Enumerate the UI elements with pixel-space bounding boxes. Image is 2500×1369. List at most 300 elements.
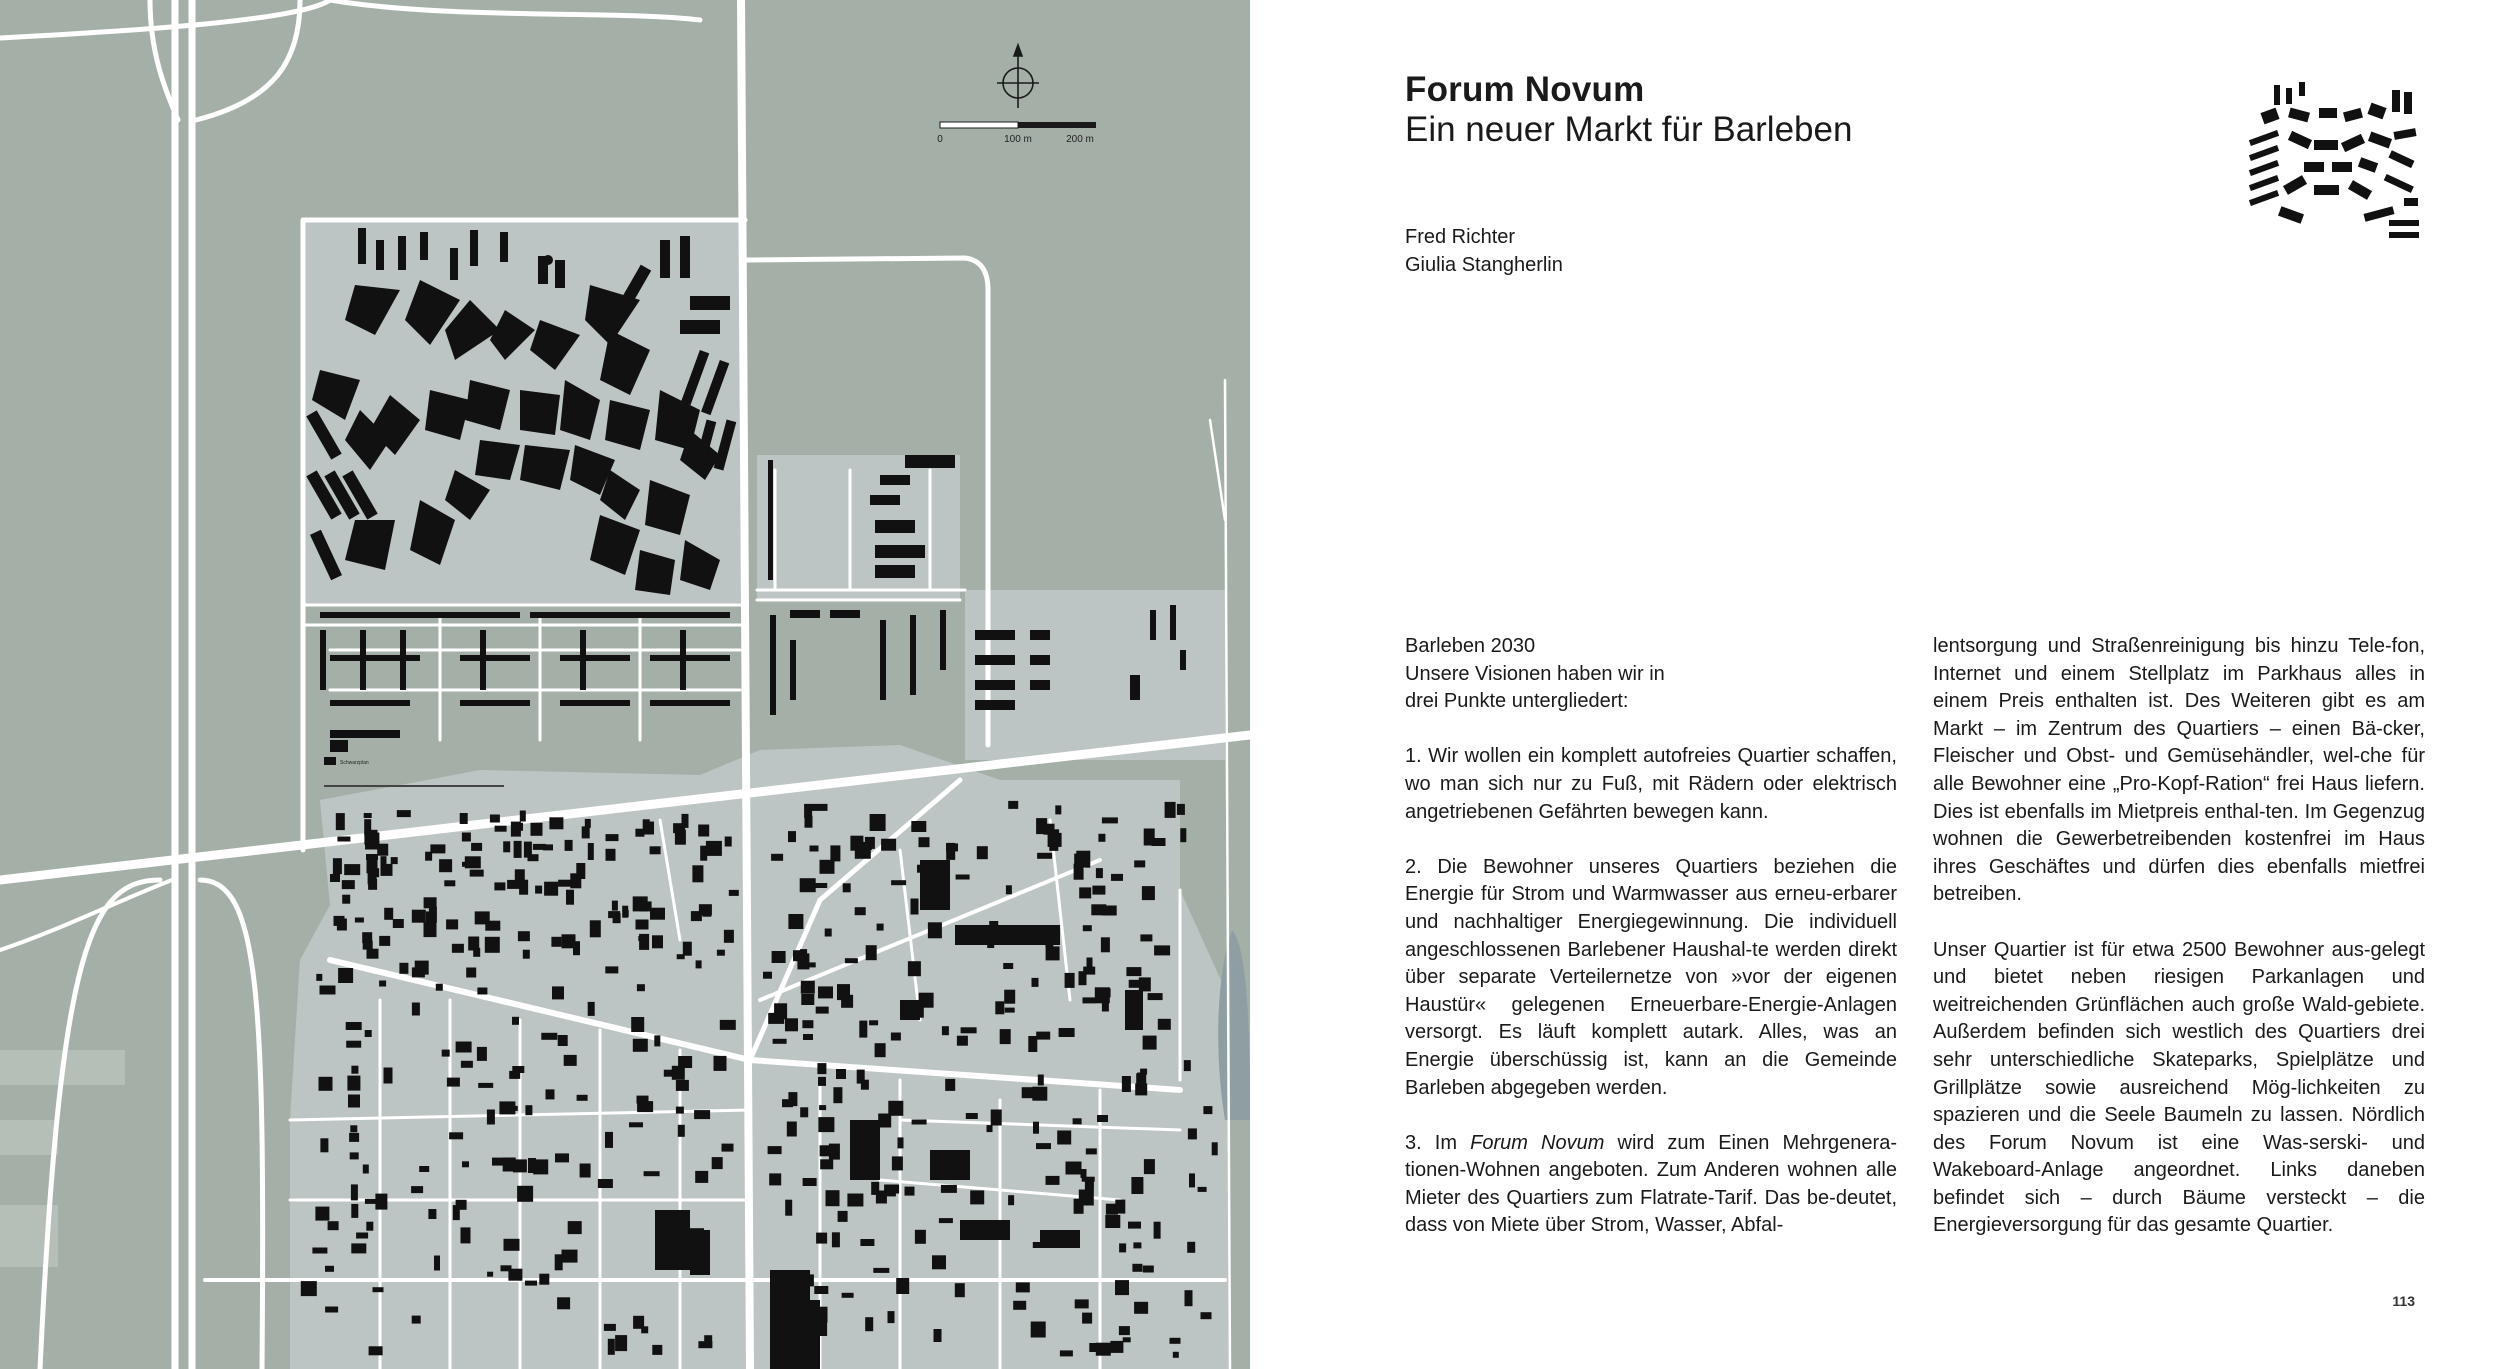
building <box>605 966 618 973</box>
building <box>678 1125 685 1137</box>
building <box>1060 1350 1073 1356</box>
building <box>871 1182 879 1195</box>
building <box>816 1233 827 1244</box>
building <box>898 1137 904 1148</box>
building <box>1016 1282 1030 1292</box>
building <box>477 1047 487 1061</box>
building <box>330 874 340 882</box>
building <box>629 1122 643 1127</box>
building <box>1184 1060 1191 1071</box>
building <box>788 914 803 929</box>
building <box>477 988 487 995</box>
building <box>490 815 500 823</box>
building <box>1134 860 1145 867</box>
building <box>325 1307 338 1313</box>
building <box>1129 980 1140 988</box>
building <box>939 1218 953 1223</box>
building <box>644 1171 660 1176</box>
building <box>344 864 360 875</box>
building <box>539 1274 549 1285</box>
building <box>818 986 833 998</box>
building <box>859 1021 867 1038</box>
building <box>683 942 692 956</box>
building <box>1097 1115 1108 1122</box>
building <box>810 846 819 852</box>
row-house-buildings <box>320 612 730 752</box>
building <box>347 1076 360 1091</box>
building <box>379 936 390 946</box>
building <box>816 1007 829 1014</box>
building <box>499 1101 515 1114</box>
building <box>369 1346 383 1355</box>
building <box>333 858 342 874</box>
building <box>520 811 526 822</box>
building <box>568 1221 582 1234</box>
building <box>820 1159 833 1169</box>
building <box>320 986 336 995</box>
building <box>714 1056 727 1071</box>
building <box>847 1194 863 1207</box>
building <box>1031 1322 1046 1338</box>
building <box>588 1002 595 1016</box>
building <box>941 1185 957 1193</box>
intro-line: Barleben 2030 <box>1405 635 1536 657</box>
building <box>673 823 685 833</box>
building <box>698 825 709 837</box>
building <box>301 1281 317 1296</box>
building <box>461 1227 471 1243</box>
building <box>1092 886 1105 895</box>
building <box>1083 967 1095 975</box>
scale-label-100: 100 m <box>1004 134 1032 145</box>
building <box>691 911 702 921</box>
building <box>1006 885 1012 894</box>
building <box>1083 997 1096 1003</box>
building <box>365 840 379 850</box>
building <box>1073 1118 1082 1124</box>
building <box>1008 1195 1014 1205</box>
intro-paragraph <box>1405 633 1897 716</box>
building <box>850 836 863 851</box>
building <box>608 911 620 918</box>
building <box>485 937 500 953</box>
building <box>1028 1036 1037 1052</box>
point-3-paragraph <box>1405 1130 1897 1240</box>
building <box>606 849 616 861</box>
building <box>495 826 507 832</box>
building <box>814 1286 828 1294</box>
building <box>415 961 429 975</box>
building <box>843 883 851 892</box>
ramp <box>0 880 172 950</box>
building <box>1212 1142 1218 1155</box>
building <box>508 1269 522 1281</box>
building <box>525 1105 532 1115</box>
building <box>855 907 866 915</box>
building <box>444 880 455 886</box>
building <box>891 1033 901 1041</box>
building <box>351 1204 358 1218</box>
building <box>346 1022 362 1030</box>
building <box>1055 805 1061 814</box>
building <box>768 1013 784 1024</box>
building <box>531 823 543 836</box>
building <box>912 1120 927 1125</box>
building <box>650 908 665 920</box>
building <box>769 1173 781 1185</box>
building <box>466 968 476 978</box>
building <box>337 837 350 842</box>
building <box>785 1018 798 1031</box>
building <box>1143 1036 1157 1050</box>
building <box>393 919 404 928</box>
building <box>961 1027 977 1033</box>
building <box>785 1200 792 1216</box>
building <box>1170 1338 1181 1344</box>
building <box>970 1190 984 1204</box>
building <box>535 886 542 894</box>
building <box>800 1107 808 1117</box>
building <box>722 1144 734 1152</box>
building <box>638 936 645 941</box>
building <box>773 1039 787 1044</box>
building <box>622 906 628 918</box>
building <box>702 907 711 917</box>
building <box>664 1070 673 1077</box>
building <box>465 856 481 868</box>
building <box>1119 1243 1126 1252</box>
building <box>1037 853 1052 859</box>
building <box>869 1020 878 1025</box>
building <box>833 1087 842 1103</box>
building <box>348 1095 360 1108</box>
building <box>696 960 702 968</box>
building <box>487 1110 495 1125</box>
building <box>1096 1343 1111 1356</box>
building <box>956 875 970 880</box>
building <box>558 1035 568 1046</box>
building <box>452 944 464 953</box>
building <box>566 890 574 905</box>
building <box>1101 937 1110 952</box>
building <box>724 930 734 943</box>
building <box>830 845 840 861</box>
building <box>429 907 437 923</box>
building <box>1110 1341 1123 1353</box>
building <box>320 1138 328 1152</box>
building <box>698 1341 712 1348</box>
building <box>818 1117 834 1132</box>
building <box>818 1077 826 1086</box>
building <box>801 981 815 994</box>
building <box>541 1033 557 1040</box>
building <box>995 1001 1004 1014</box>
building <box>987 1125 993 1132</box>
building <box>1032 978 1039 987</box>
building <box>1154 945 1170 955</box>
building <box>1177 804 1185 815</box>
building <box>533 1159 548 1174</box>
building <box>725 837 732 847</box>
building <box>1198 1187 1207 1192</box>
building <box>881 839 896 851</box>
building <box>473 948 480 957</box>
building <box>1032 1087 1047 1101</box>
building <box>366 1222 373 1231</box>
building <box>1136 1073 1146 1086</box>
building <box>905 1187 915 1196</box>
building <box>565 840 573 851</box>
building <box>1079 887 1091 898</box>
building <box>439 859 452 872</box>
building <box>434 1256 440 1271</box>
building <box>1119 1326 1130 1335</box>
building <box>446 919 458 929</box>
scale-label-200: 200 m <box>1066 134 1094 145</box>
building <box>580 1164 591 1178</box>
building <box>1165 802 1176 818</box>
building <box>1057 1131 1071 1145</box>
building <box>1189 1173 1195 1187</box>
scale-bar-dark <box>1018 122 1096 128</box>
building <box>511 822 521 837</box>
building <box>350 1152 359 1159</box>
building <box>676 1107 684 1114</box>
building <box>356 1233 368 1239</box>
building <box>447 1078 460 1087</box>
building <box>842 1293 854 1298</box>
building <box>363 1165 369 1174</box>
building <box>375 1194 387 1210</box>
building <box>652 1345 662 1355</box>
point-3-text: wird zum Einen Mehrgenera-tionen-Wohnen angeboten. Zum Anderen wohnen alle Mieter des Quartiers zum Flatrate-Tarif. Das be-deutet, dass von Miete über Strom, Wasser, Abfal- <box>1405 1131 1897 1237</box>
building <box>1036 818 1047 834</box>
village-area <box>290 745 1230 1369</box>
building <box>865 1317 873 1331</box>
building <box>512 1017 519 1025</box>
building <box>544 882 558 896</box>
building <box>1038 1075 1044 1086</box>
building <box>1066 1162 1082 1175</box>
page-number: 113 <box>2392 1293 2415 1309</box>
building <box>456 1042 472 1053</box>
building <box>677 954 685 959</box>
building <box>449 1132 463 1139</box>
water-body <box>1218 930 1250 1120</box>
building <box>412 1316 421 1324</box>
building <box>366 830 378 840</box>
building <box>564 1055 577 1066</box>
building <box>875 1043 886 1057</box>
article-title: Forum Novum <box>1405 70 1645 109</box>
building <box>633 1039 648 1052</box>
building <box>436 984 443 991</box>
building <box>355 918 364 923</box>
building <box>397 810 411 817</box>
building <box>379 981 386 987</box>
author-list <box>1405 223 1563 279</box>
building <box>932 1255 946 1269</box>
scale-label-0: 0 <box>937 134 943 145</box>
building <box>588 843 594 860</box>
building <box>1036 1032 1050 1040</box>
building <box>1188 1128 1197 1139</box>
building <box>381 864 393 876</box>
building <box>826 1190 840 1206</box>
building <box>694 1110 710 1119</box>
building <box>787 1122 797 1137</box>
building <box>419 1166 429 1172</box>
building <box>384 1068 393 1084</box>
building <box>351 1066 358 1074</box>
building <box>803 1034 813 1040</box>
building <box>1013 1301 1026 1310</box>
building <box>411 1186 423 1193</box>
building <box>637 1101 653 1112</box>
field-patch <box>0 1120 58 1155</box>
building <box>470 870 484 877</box>
building <box>1008 801 1018 809</box>
building <box>919 993 934 1008</box>
building <box>336 813 345 830</box>
building <box>1143 1266 1154 1273</box>
building <box>442 1050 450 1057</box>
author-name: Giulia Stangherlin <box>1405 254 1563 276</box>
building <box>1074 854 1081 868</box>
building <box>945 1079 955 1091</box>
building <box>720 1020 736 1030</box>
building <box>919 837 930 847</box>
building <box>606 834 619 841</box>
building <box>870 814 886 831</box>
building <box>1203 1106 1212 1114</box>
building <box>424 897 437 908</box>
building <box>676 1080 689 1091</box>
building <box>772 951 786 963</box>
building <box>695 1171 708 1183</box>
building <box>546 1089 555 1099</box>
building <box>504 1239 520 1251</box>
building <box>528 854 539 861</box>
building <box>384 908 393 920</box>
building <box>782 1099 793 1107</box>
building <box>316 974 322 981</box>
building <box>549 817 563 829</box>
building <box>819 1105 826 1110</box>
building <box>946 843 955 860</box>
building <box>1082 1177 1095 1182</box>
building <box>1074 1199 1084 1214</box>
building <box>637 984 645 991</box>
building <box>1036 1143 1051 1149</box>
building <box>605 1132 613 1148</box>
legend-swatch <box>324 757 336 765</box>
building <box>328 1221 339 1230</box>
building <box>1046 1176 1060 1185</box>
building <box>1142 886 1155 900</box>
building <box>1144 1159 1155 1174</box>
building <box>763 972 772 979</box>
building <box>604 1324 616 1331</box>
continued-paragraph: lentsorgung und Straßenreinigung bis hinzu Tele-fon, Internet und einem Stellplatz im Parkhaus alles in einem Preis enthalten ist. Des Weiteren gibt es am Markt – im Zentrum des Quartiers – einen Bä-cker, Fleischer und Obst- und Gemüsehändler, wel-che für alle Bewohner eine „Pro-Kopf-Ration“ frei Haus liefern. Dies ist ebenfalls im Mietpreis enthal-ten. Im Gegenzug wohnen die Gewerbetreibenden kostenfrei im Haus ihres Geschäftes und dürfen dies ebenfalls mietfrei betreiben. <box>1933 635 2425 906</box>
building <box>942 1026 949 1035</box>
north-east-strip <box>965 590 1225 760</box>
point-1-paragraph: 1. Wir wollen ein komplett autofreies Quartier schaffen, wo man sich nur zu Fuß, mit Rädern oder elektrisch angetriebenen Gefährten bewegen kann. <box>1405 745 1897 823</box>
building <box>966 1113 978 1119</box>
building <box>877 924 884 931</box>
building <box>706 841 722 856</box>
building <box>928 922 942 938</box>
building <box>635 829 644 837</box>
legend-label: Schwarzplan <box>340 760 369 766</box>
building <box>608 1339 615 1355</box>
building <box>820 1145 834 1156</box>
building <box>525 1281 537 1286</box>
building <box>562 1250 578 1263</box>
building <box>712 1157 723 1169</box>
building <box>513 1159 527 1172</box>
building <box>558 880 571 887</box>
building <box>812 804 828 811</box>
building <box>1180 828 1186 842</box>
building <box>615 1335 627 1351</box>
building <box>873 1268 889 1273</box>
building <box>1082 1313 1092 1324</box>
building <box>555 1153 569 1162</box>
building <box>1140 934 1152 941</box>
quarter-logo-icon <box>2244 80 2424 245</box>
building <box>462 1161 469 1167</box>
building <box>349 1133 359 1142</box>
building <box>1046 946 1060 960</box>
building <box>430 844 445 853</box>
building <box>399 963 408 974</box>
building <box>817 1063 826 1074</box>
building <box>801 994 814 1005</box>
building <box>836 1069 846 1079</box>
building <box>797 953 809 969</box>
building <box>337 919 347 931</box>
building <box>908 961 921 976</box>
building <box>576 863 585 879</box>
building <box>633 1316 644 1329</box>
building <box>1133 1242 1141 1248</box>
article-subtitle: Ein neuer Markt für Barleben <box>1405 110 1853 149</box>
building <box>878 1114 891 1128</box>
building <box>1173 1352 1179 1358</box>
building <box>461 1061 473 1068</box>
building <box>346 1041 361 1048</box>
building <box>1105 1215 1120 1228</box>
building <box>1003 963 1013 969</box>
building <box>631 1017 644 1032</box>
building <box>428 1209 436 1219</box>
building <box>367 949 379 959</box>
building <box>612 901 618 911</box>
building <box>644 822 654 835</box>
building <box>373 1287 384 1292</box>
building <box>562 934 576 948</box>
building <box>991 1110 1002 1126</box>
building <box>805 816 813 828</box>
building <box>934 1329 942 1342</box>
building <box>462 833 471 842</box>
point-2-paragraph: 2. Die Bewohner unseres Quartiers beziehen die Energie für Strom und Warmwasser aus erneu-erbarer und nachhaltiger Energiegewinnung. Die individuell angeschlossenen Barlebener Haushal-te werden direkt über separate Verteilernetze von »vor der eigenen Haustür« gelegenen Erneuerbare-Energie-Anlagen versorgt. Es läuft komplett autark. Alles, was an Energie überschüssig ist, kann an die Gemeinde Barleben abgegeben werden. <box>1405 855 1897 1099</box>
building <box>1106 1204 1118 1215</box>
building <box>478 1083 493 1088</box>
building <box>1128 1222 1141 1229</box>
quarter-paragraph: Unser Quartier ist für etwa 2500 Bewohner aus-gelegt und bietet neben riesigen Parkanlagen und weitreichenden Grünflächen auch große Wald-gebiete. Außerdem befinden sich westlich des Quartiers drei sehr unterschiedliche Skateparks, Spielplätze und Grillplätze sowie ausreichend Mög-lichkeiten zu spazieren und die Seele Baumeln zu lassen. Nördlich des Forum Novum ist eine Was-serski- und Wakeboard-Anlage angeordnet. Links daneben befindet sich – durch Bäume versteckt – die Energieversorgung für das gesamte Quartier. <box>1933 938 2425 1237</box>
